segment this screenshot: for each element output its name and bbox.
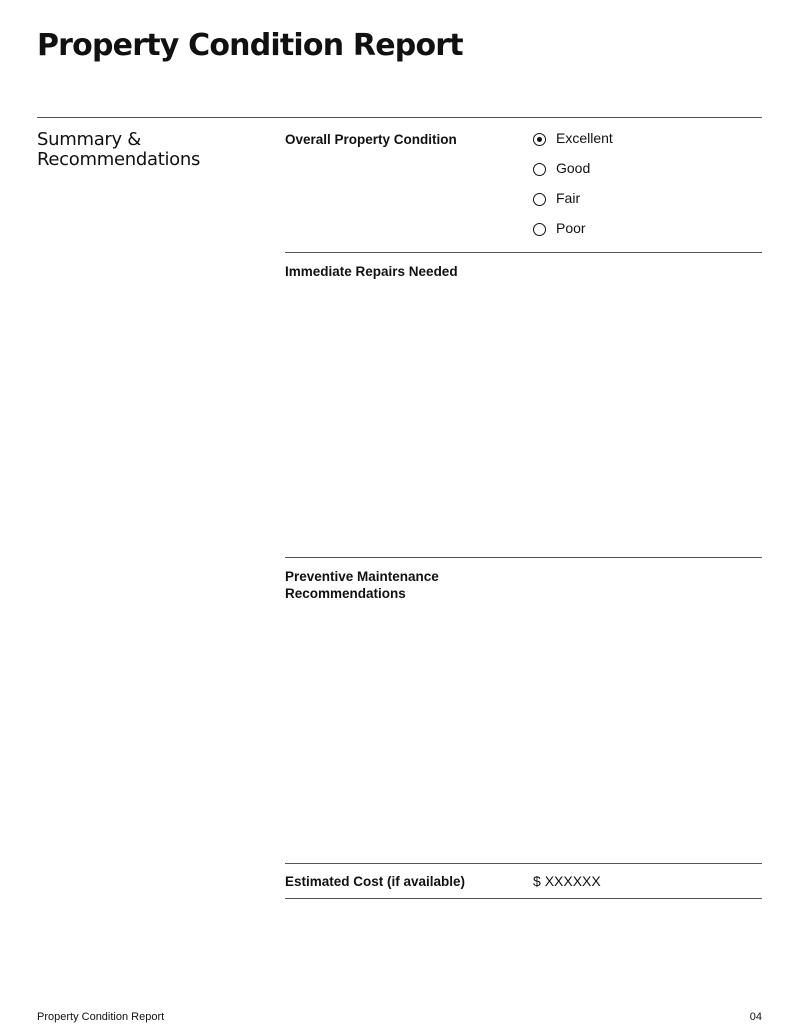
radio-option-good[interactable] bbox=[533, 160, 613, 190]
field-divider bbox=[285, 557, 762, 558]
radio-label: Excellent bbox=[556, 130, 613, 146]
radio-option-excellent[interactable] bbox=[533, 130, 613, 160]
section-divider bbox=[37, 117, 762, 118]
page-title: Property Condition Report bbox=[37, 28, 463, 63]
estimated-cost-input[interactable] bbox=[545, 873, 665, 889]
radio-option-poor[interactable] bbox=[533, 220, 613, 250]
field-divider bbox=[285, 252, 762, 253]
radio-button[interactable] bbox=[533, 163, 546, 176]
immediate-repairs-label: Immediate Repairs Needed bbox=[285, 264, 458, 279]
radio-label: Fair bbox=[556, 190, 581, 206]
field-divider bbox=[285, 898, 762, 899]
radio-label: Poor bbox=[556, 220, 586, 236]
preventive-maintenance-input[interactable] bbox=[285, 610, 762, 854]
field-divider bbox=[285, 863, 762, 864]
currency-symbol: $ bbox=[533, 873, 541, 889]
page-number: 04 bbox=[749, 1011, 762, 1023]
radio-button[interactable] bbox=[533, 133, 546, 146]
overall-condition-radio-group bbox=[533, 130, 613, 250]
radio-button[interactable] bbox=[533, 223, 546, 236]
preventive-maintenance-label: Preventive Maintenance Recommendations bbox=[285, 569, 439, 601]
estimated-cost-label: Estimated Cost (if available) bbox=[285, 874, 466, 889]
radio-option-fair[interactable] bbox=[533, 190, 613, 220]
radio-label: Good bbox=[556, 160, 591, 176]
section-title: Summary & Recommendations bbox=[37, 129, 201, 170]
radio-button[interactable] bbox=[533, 193, 546, 206]
footer-title: Property Condition Report bbox=[37, 1011, 165, 1023]
estimated-cost-field bbox=[533, 873, 665, 890]
immediate-repairs-input[interactable] bbox=[285, 288, 762, 548]
overall-condition-label: Overall Property Condition bbox=[285, 132, 457, 147]
